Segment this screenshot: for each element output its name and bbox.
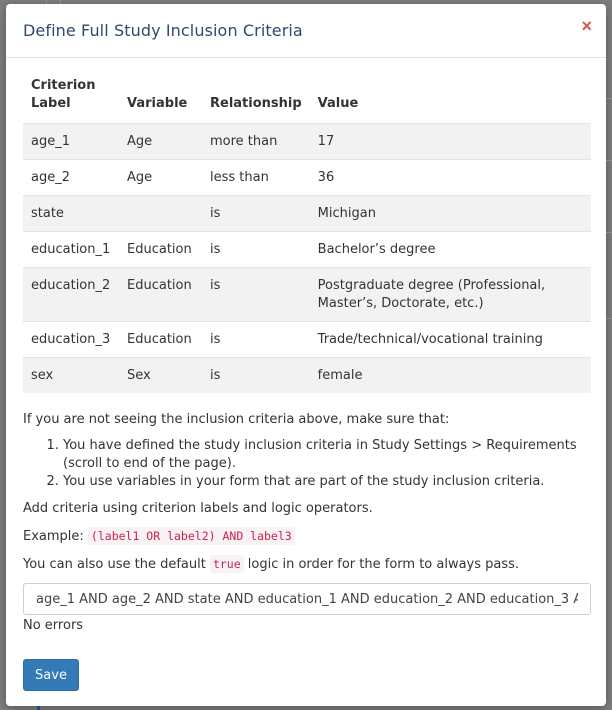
default-code: true — [210, 555, 244, 573]
add-criteria-text: Add criteria using criterion labels and logic operators. — [23, 501, 373, 516]
criterion-variable: Sex — [119, 358, 202, 394]
criterion-variable: Education — [119, 322, 202, 358]
criterion-value: Trade/technical/vocational training — [310, 322, 591, 358]
criterion-variable: Education — [119, 232, 202, 268]
criterion-label: age_1 — [23, 124, 119, 160]
criterion-label: education_1 — [23, 232, 119, 268]
table-header-row — [23, 77, 591, 124]
default-suffix: logic in order for the form to always pass. — [243, 557, 520, 572]
criterion-relationship: is — [202, 268, 310, 322]
help-intro: If you are not seeing the inclusion criteria above, make sure that: — [23, 412, 450, 427]
criterion-value: 17 — [310, 124, 591, 160]
criterion-value: Michigan — [310, 196, 591, 232]
criterion-label: education_2 — [23, 268, 119, 322]
modal-body — [23, 77, 591, 633]
criterion-value: Postgraduate degree (Professional, Master’s, Doctorate, etc.) — [310, 268, 591, 322]
help-section — [23, 411, 591, 574]
criterion-relationship: is — [202, 232, 310, 268]
backdrop-divider — [606, 98, 612, 99]
criterion-variable: Age — [119, 124, 202, 160]
modal-header — [6, 4, 606, 58]
backdrop-divider — [606, 232, 612, 233]
criterion-relationship: more than — [202, 124, 310, 160]
help-list — [23, 437, 591, 491]
criterion-relationship: less than — [202, 160, 310, 196]
save-button[interactable]: Save — [23, 659, 79, 691]
table-row — [23, 322, 591, 358]
column-header-value: Value — [317, 96, 359, 111]
criterion-variable — [119, 196, 202, 232]
criterion-relationship: is — [202, 196, 310, 232]
inclusion-criteria-modal — [6, 4, 606, 706]
table-row — [23, 358, 591, 394]
column-header-relationship: Relationship — [210, 96, 302, 111]
default-logic-line — [23, 555, 591, 574]
close-icon[interactable]: × — [581, 16, 592, 36]
criterion-label: education_3 — [23, 322, 119, 358]
criterion-label: sex — [23, 358, 119, 394]
column-header-variable: Variable — [127, 96, 188, 111]
table-row — [23, 196, 591, 232]
example-prefix: Example: — [23, 529, 88, 544]
modal-title: Define Full Study Inclusion Criteria — [23, 21, 303, 40]
criterion-relationship: is — [202, 322, 310, 358]
validation-status: No errors — [23, 618, 84, 633]
logic-expression-input[interactable] — [23, 583, 591, 615]
table-row — [23, 124, 591, 160]
help-list-item: 2. You use variables in your form that are part of the study inclusion criteria. — [63, 473, 591, 491]
criterion-relationship: is — [202, 358, 310, 394]
help-list-item: 1. You have defined the study inclusion criteria in Study Settings > Requirements (scroll to end of the page). — [63, 437, 591, 473]
criterion-value: female — [310, 358, 591, 394]
criterion-variable: Education — [119, 268, 202, 322]
default-prefix: You can also use the default — [23, 557, 210, 572]
table-row — [23, 268, 591, 322]
criterion-variable: Age — [119, 160, 202, 196]
criteria-table — [23, 77, 591, 393]
criterion-label: age_2 — [23, 160, 119, 196]
backdrop-divider — [606, 160, 612, 161]
backdrop-divider — [606, 318, 612, 319]
column-header-label: Criterion Label — [31, 78, 96, 111]
criterion-value: 36 — [310, 160, 591, 196]
example-code: (label1 OR label2) AND label3 — [88, 527, 295, 545]
criterion-value: Bachelor’s degree — [310, 232, 591, 268]
table-row — [23, 232, 591, 268]
example-line — [23, 527, 591, 546]
table-row — [23, 160, 591, 196]
criterion-label: state — [23, 196, 119, 232]
